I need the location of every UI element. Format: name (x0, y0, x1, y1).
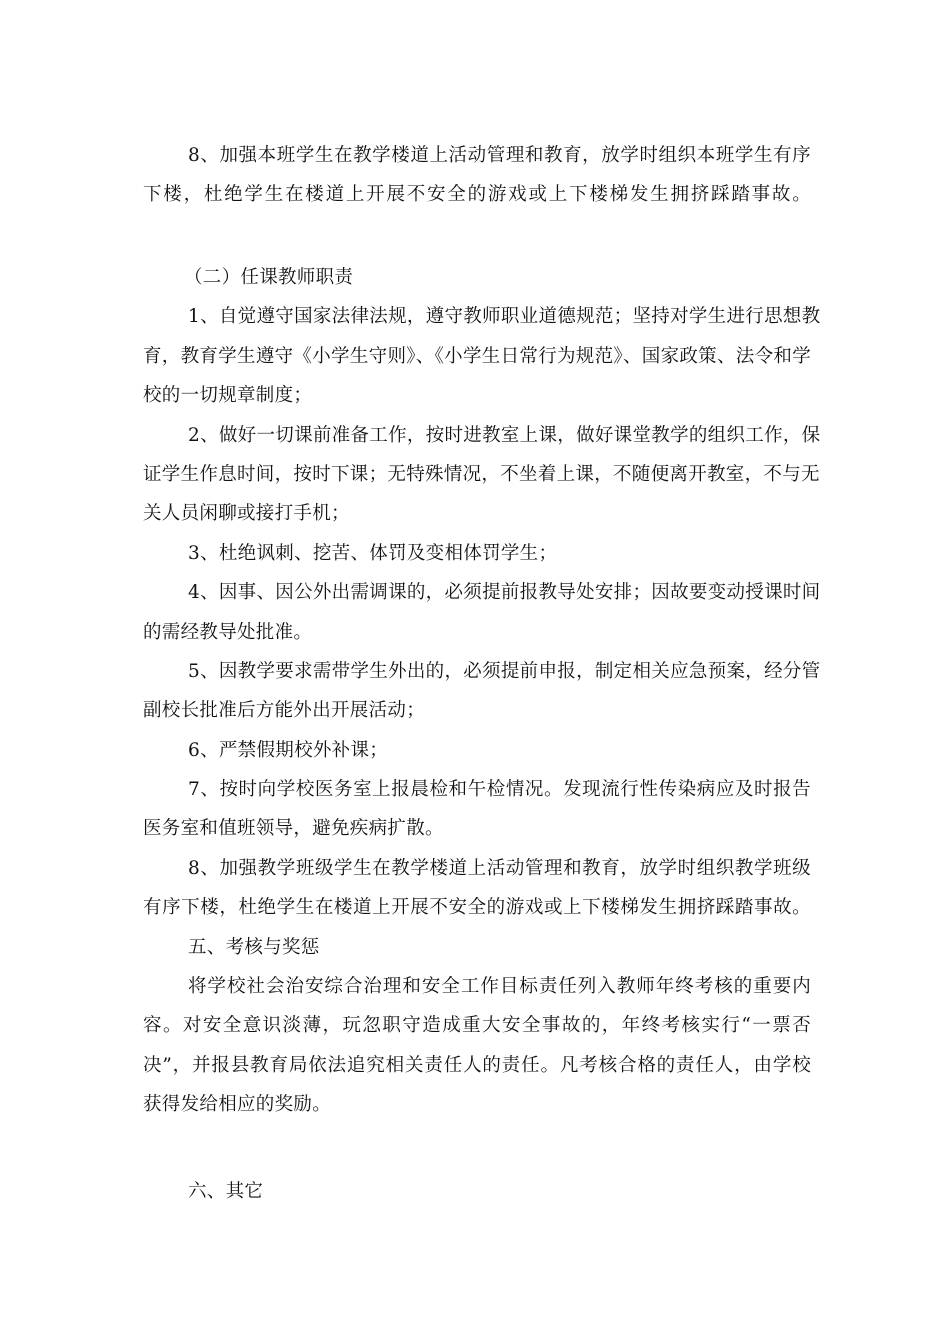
section-heading: （二）任课教师职责 (184, 267, 354, 288)
paragraph-line: 7、按时向学校医务室上报晨检和午检情况。发现流行性传染病应及时报告 (188, 779, 811, 800)
paragraph-line: 8、加强本班学生在教学楼道上活动管理和教育，放学时组织本班学生有序 (188, 145, 811, 166)
paragraph-line: 决”，并报县教育局依法追究相关责任人的责任。凡考核合格的责任人，由学校 (143, 1055, 811, 1076)
paragraph-line: 关人员闲聊或接打手机； (143, 503, 350, 524)
paragraph-line: 1、自觉遵守国家法律法规，遵守教师职业道德规范；坚持对学生进行思想教 (188, 306, 821, 327)
paragraph-line: 医务室和值班领导，避免疾病扩散。 (143, 818, 444, 839)
section-heading: 五、考核与奖惩 (188, 937, 320, 958)
paragraph-line: 校的一切规章制度； (143, 385, 313, 406)
paragraph-line: 获得发给相应的奖励。 (143, 1094, 332, 1115)
paragraph-line: 证学生作息时间，按时下课；无特殊情况，不坐着上课，不随便离开教室，不与无 (143, 464, 820, 485)
paragraph-line: 育，教育学生遵守《小学生守则》、《小学生日常行为规范》、国家政策、法令和学 (143, 346, 811, 367)
paragraph-line: 有序下楼，杜绝学生在楼道上开展不安全的游戏或上下楼梯发生拥挤踩踏事故。 (143, 897, 811, 918)
paragraph-line: 5、因教学要求需带学生外出的，必须提前申报，制定相关应急预案，经分管 (188, 661, 821, 682)
paragraph-line: 3、杜绝讽刺、挖苦、体罚及变相体罚学生； (188, 543, 558, 564)
paragraph-line: 6、严禁假期校外补课； (188, 740, 389, 761)
paragraph-line: 8、加强教学班级学生在教学楼道上活动管理和教育，放学时组织教学班级 (188, 858, 811, 879)
paragraph-line: 2、做好一切课前准备工作，按时进教室上课，做好课堂教学的组织工作，保 (188, 425, 821, 446)
section-heading: 六、其它 (188, 1181, 264, 1202)
paragraph-line: 容。对安全意识淡薄，玩忽职守造成重大安全事故的，年终考核实行“一票否 (143, 1015, 811, 1036)
paragraph-line: 下楼，杜绝学生在楼道上开展不安全的游戏或上下楼梯发生拥挤踩踏事故。 (143, 184, 811, 205)
paragraph-line: 副校长批准后方能外出开展活动； (143, 700, 426, 721)
paragraph-line: 将学校社会治安综合治理和安全工作目标责任列入教师年终考核的重要内 (188, 976, 811, 997)
paragraph-line: 的需经教导处批准。 (143, 622, 313, 643)
paragraph-line: 4、因事、因公外出需调课的，必须提前报教导处安排；因故要变动授课时间 (188, 582, 821, 603)
